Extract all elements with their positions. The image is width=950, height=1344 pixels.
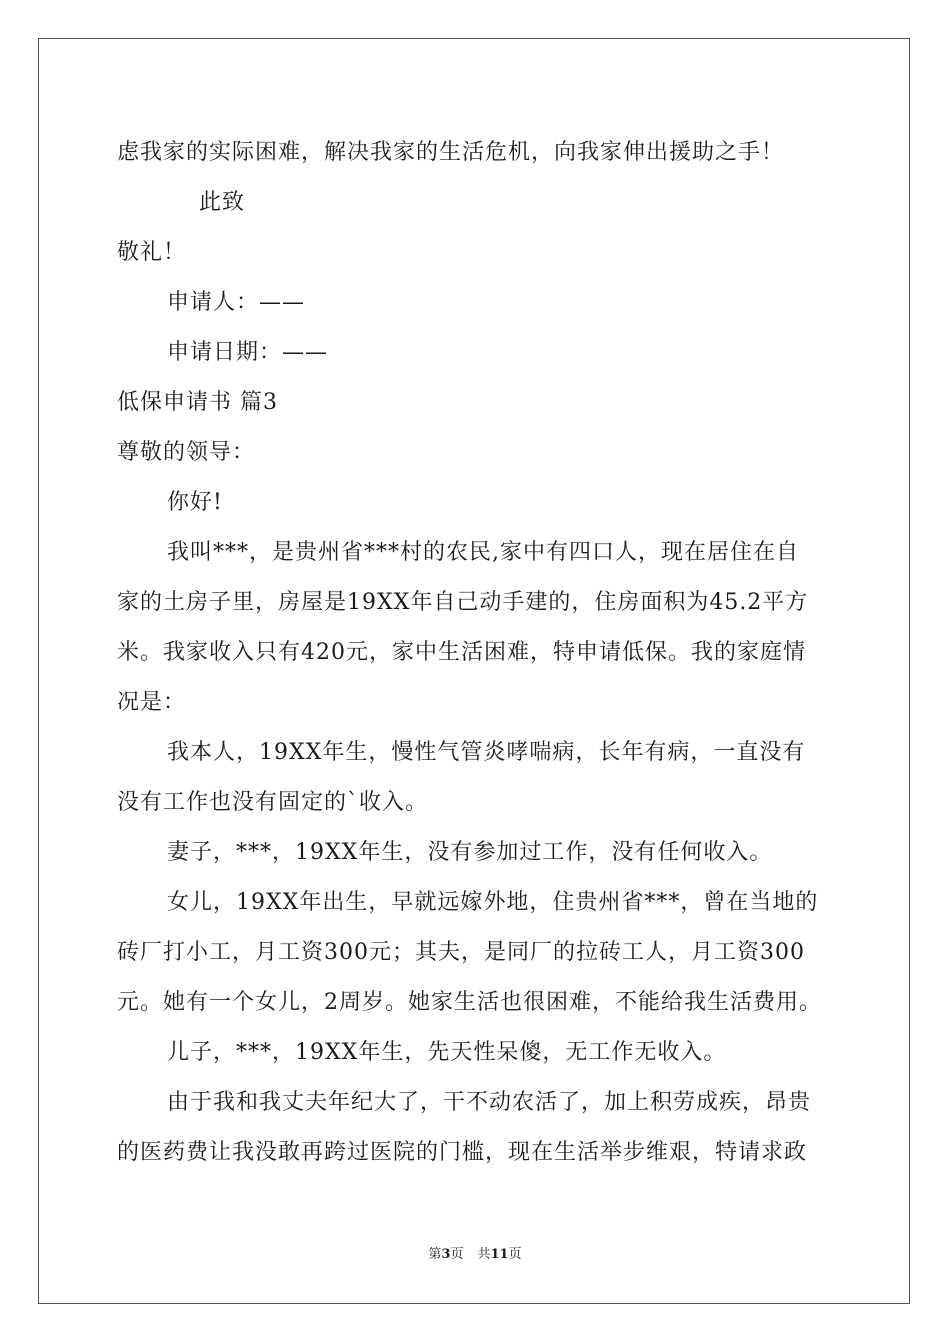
page-suffix: 页 (450, 1247, 464, 1262)
paragraph-line: 我叫***，是贵州省***村的农民,家中有四口人，现在居住在自 (167, 540, 799, 565)
page-total: 11 (490, 1247, 509, 1262)
paragraph-line: 女儿，19XX年出生，早就远嫁外地，住贵州省***，曾在当地的 (167, 890, 819, 915)
applicant-line: 申请人：—— (167, 290, 306, 315)
section-title: 低保申请书 篇3 (117, 390, 278, 415)
paragraph-line: 儿子，***，19XX年生，先天性呆傻，无工作无收入。 (167, 1040, 727, 1065)
paragraph-line: 元。她有一个女儿，2周岁。她家生活也很困难，不能给我生活费用。 (117, 990, 822, 1015)
salutation-line: 此致 (199, 190, 246, 215)
paragraph-line: 家的土房子里，房屋是19XX年自己动手建的，住房面积为45.2平方 (117, 590, 809, 615)
application-date-line: 申请日期：—— (167, 340, 329, 365)
paragraph-line: 妻子，***，19XX年生，没有参加过工作，没有任何收入。 (167, 840, 773, 865)
document-body (117, 128, 837, 1178)
page-prefix: 第 (428, 1247, 442, 1262)
closing-line: 敬礼！ (117, 240, 187, 265)
paragraph-line: 米。我家收入只有420元，家中生活困难，特申请低保。我的家庭情 (117, 640, 806, 665)
page-footer (0, 1246, 950, 1264)
paragraph-line: 砖厂打小工，月工资300元；其夫，是同厂的拉砖工人，月工资300 (117, 940, 805, 965)
total-prefix: 共 (477, 1247, 491, 1262)
paragraph-line: 虑我家的实际困难，解决我家的生活危机，向我家伸出援助之手！ (117, 140, 785, 165)
paragraph-line: 由于我和我丈夫年纪大了，干不动农活了，加上积劳成疾，昂贵 (167, 1090, 812, 1115)
paragraph-line: 我本人，19XX年生，慢性气管炎哮喘病，长年有病，一直没有 (167, 740, 806, 765)
page-current: 3 (441, 1247, 451, 1262)
paragraph-line: 没有工作也没有固定的`收入。 (117, 790, 429, 815)
paragraph-line: 的医药费让我没敢再跨过医院的门槛，现在生活举步维艰，特请求政 (117, 1140, 808, 1165)
total-suffix: 页 (508, 1247, 522, 1262)
paragraph-line: 况是： (117, 690, 187, 715)
greeting-recipient: 尊敬的领导： (117, 440, 256, 465)
greeting-line: 你好! (167, 490, 223, 515)
